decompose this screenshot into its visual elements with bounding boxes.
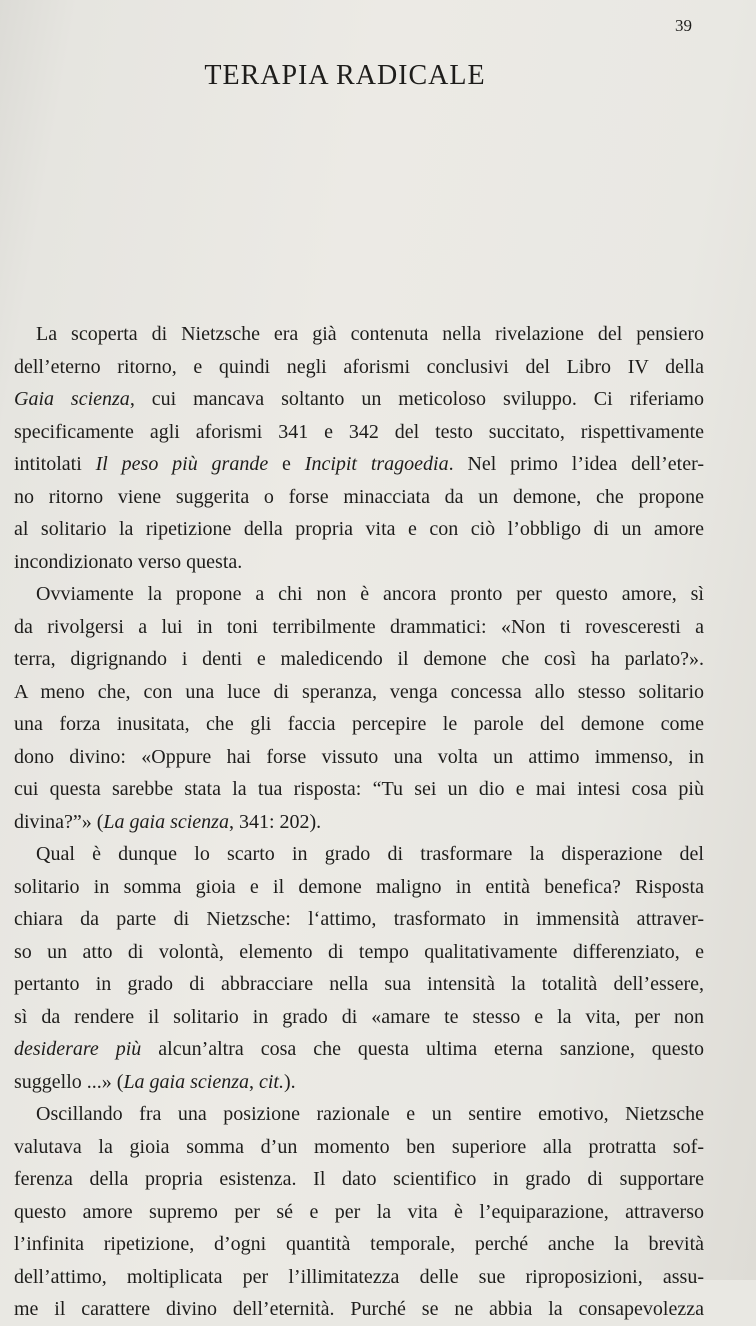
text-line: l’infinita ripetizione, d’ogni quantità temporale, perché anche la brevità: [14, 1233, 704, 1255]
text-fragment: , cui mancava soltanto un meticoloso sviluppo. Ci riferiamo: [129, 388, 704, 410]
text-line: una forza inusitata, che gli faccia percepire le parole del demone come: [14, 713, 704, 735]
text-fragment: ,: [249, 1070, 259, 1093]
text-line: incondizionato verso questa.: [14, 550, 243, 573]
italic-text: cit.: [259, 1070, 284, 1093]
italic-text: Il peso più grande: [95, 453, 269, 475]
text-line: terra, digrignando i denti e maledicendo il demone che così ha parlato?».: [14, 648, 704, 670]
italic-text: La gaia scienza: [103, 810, 229, 833]
text-line: chiara da parte di Nietzsche: l‘attimo, trasformato in immensità attraver-: [14, 908, 704, 930]
text-line: Qual è dunque lo scarto in grado di trasformare la disperazione del: [36, 843, 704, 865]
text-fragment: divina?”» (: [14, 810, 104, 833]
text-fragment: e: [268, 453, 305, 475]
text-line: cui questa sarebbe stata la tua risposta: “Tu sei un dio e mai intesi cosa più: [14, 778, 704, 800]
text-fragment: alcun’altra cosa che questa ultima eterna sanzione, questo: [141, 1038, 704, 1060]
text-line: me il carattere divino dell’eternità. Purché se ne abbia la consapevolezza: [14, 1298, 704, 1320]
text-line: al solitario la ripetizione della propria vita e con ciò l’obbligo di un amore: [14, 518, 704, 540]
text-fragment: intitolati: [14, 453, 96, 475]
chapter-title: TERAPIA RADICALE: [204, 60, 486, 91]
text-line: dell’eterno ritorno, e quindi negli aforismi conclusivi del Libro IV della: [14, 355, 704, 378]
text-line: ferenza della propria esistenza. Il dato scientifico in grado di supportare: [14, 1168, 704, 1190]
text-line: La scoperta di Nietzsche era già contenuta nella rivelazione del pensiero: [36, 323, 704, 345]
text-line: sì da rendere il solitario in grado di «amare te stesso e la vita, per non: [14, 1005, 704, 1028]
italic-text: desiderare più: [14, 1038, 142, 1060]
text-line: dell’attimo, moltiplicata per l’illimitatezza delle sue riproposizioni, assu-: [14, 1265, 704, 1288]
text-line: A meno che, con una luce di speranza, venga concessa allo stesso solitario: [14, 680, 704, 703]
text-line: [14, 1066, 704, 1099]
text-line: Oscillando fra una posizione razionale e un sentire emotivo, Nietzsche: [36, 1103, 704, 1125]
text-line: so un atto di volontà, elemento di tempo qualitativamente differenziato, e: [14, 940, 704, 963]
text-line: [14, 383, 704, 416]
italic-text: La gaia scienza: [123, 1070, 249, 1093]
text-line: questo amore supremo per sé e per la vita è l’equiparazione, attraverso: [14, 1200, 704, 1223]
italic-text: Gaia scienza: [14, 388, 130, 410]
text-line: specificamente agli aforismi 341 e 342 del testo succitato, rispettivamente: [14, 420, 704, 443]
text-line: Ovviamente la propone a chi non è ancora pronto per questo amore, sì: [36, 583, 704, 605]
text-line: valutava la gioia somma d’un momento ben superiore alla protratta sof-: [14, 1135, 704, 1158]
text-line: dono divino: «Oppure hai forse vissuto una volta un attimo immenso, in: [14, 745, 704, 768]
text-line: [14, 1033, 704, 1066]
text-fragment: . Nel primo l’idea dell’eter-: [448, 453, 704, 475]
text-line: [14, 448, 704, 481]
text-line: no ritorno viene suggerita o forse minacciata da un demone, che propone: [14, 485, 704, 508]
page-number: 39: [675, 16, 692, 35]
body-text: [14, 318, 704, 1326]
text-line: solitario in somma gioia e il demone maligno in entità benefica? Risposta: [14, 875, 704, 898]
text-line: pertanto in grado di abbracciare nella sua intensità la totalità dell’essere,: [14, 973, 704, 995]
text-line: [14, 806, 704, 839]
italic-text: Incipit tragoedia: [304, 453, 449, 475]
text-fragment: suggello ...» (: [14, 1070, 124, 1093]
text-fragment: , 341: 202).: [228, 810, 322, 833]
text-line: da rivolgersi a lui in toni terribilmente drammatici: «Non ti rovesceresti a: [14, 615, 704, 638]
text-fragment: ).: [284, 1070, 296, 1093]
